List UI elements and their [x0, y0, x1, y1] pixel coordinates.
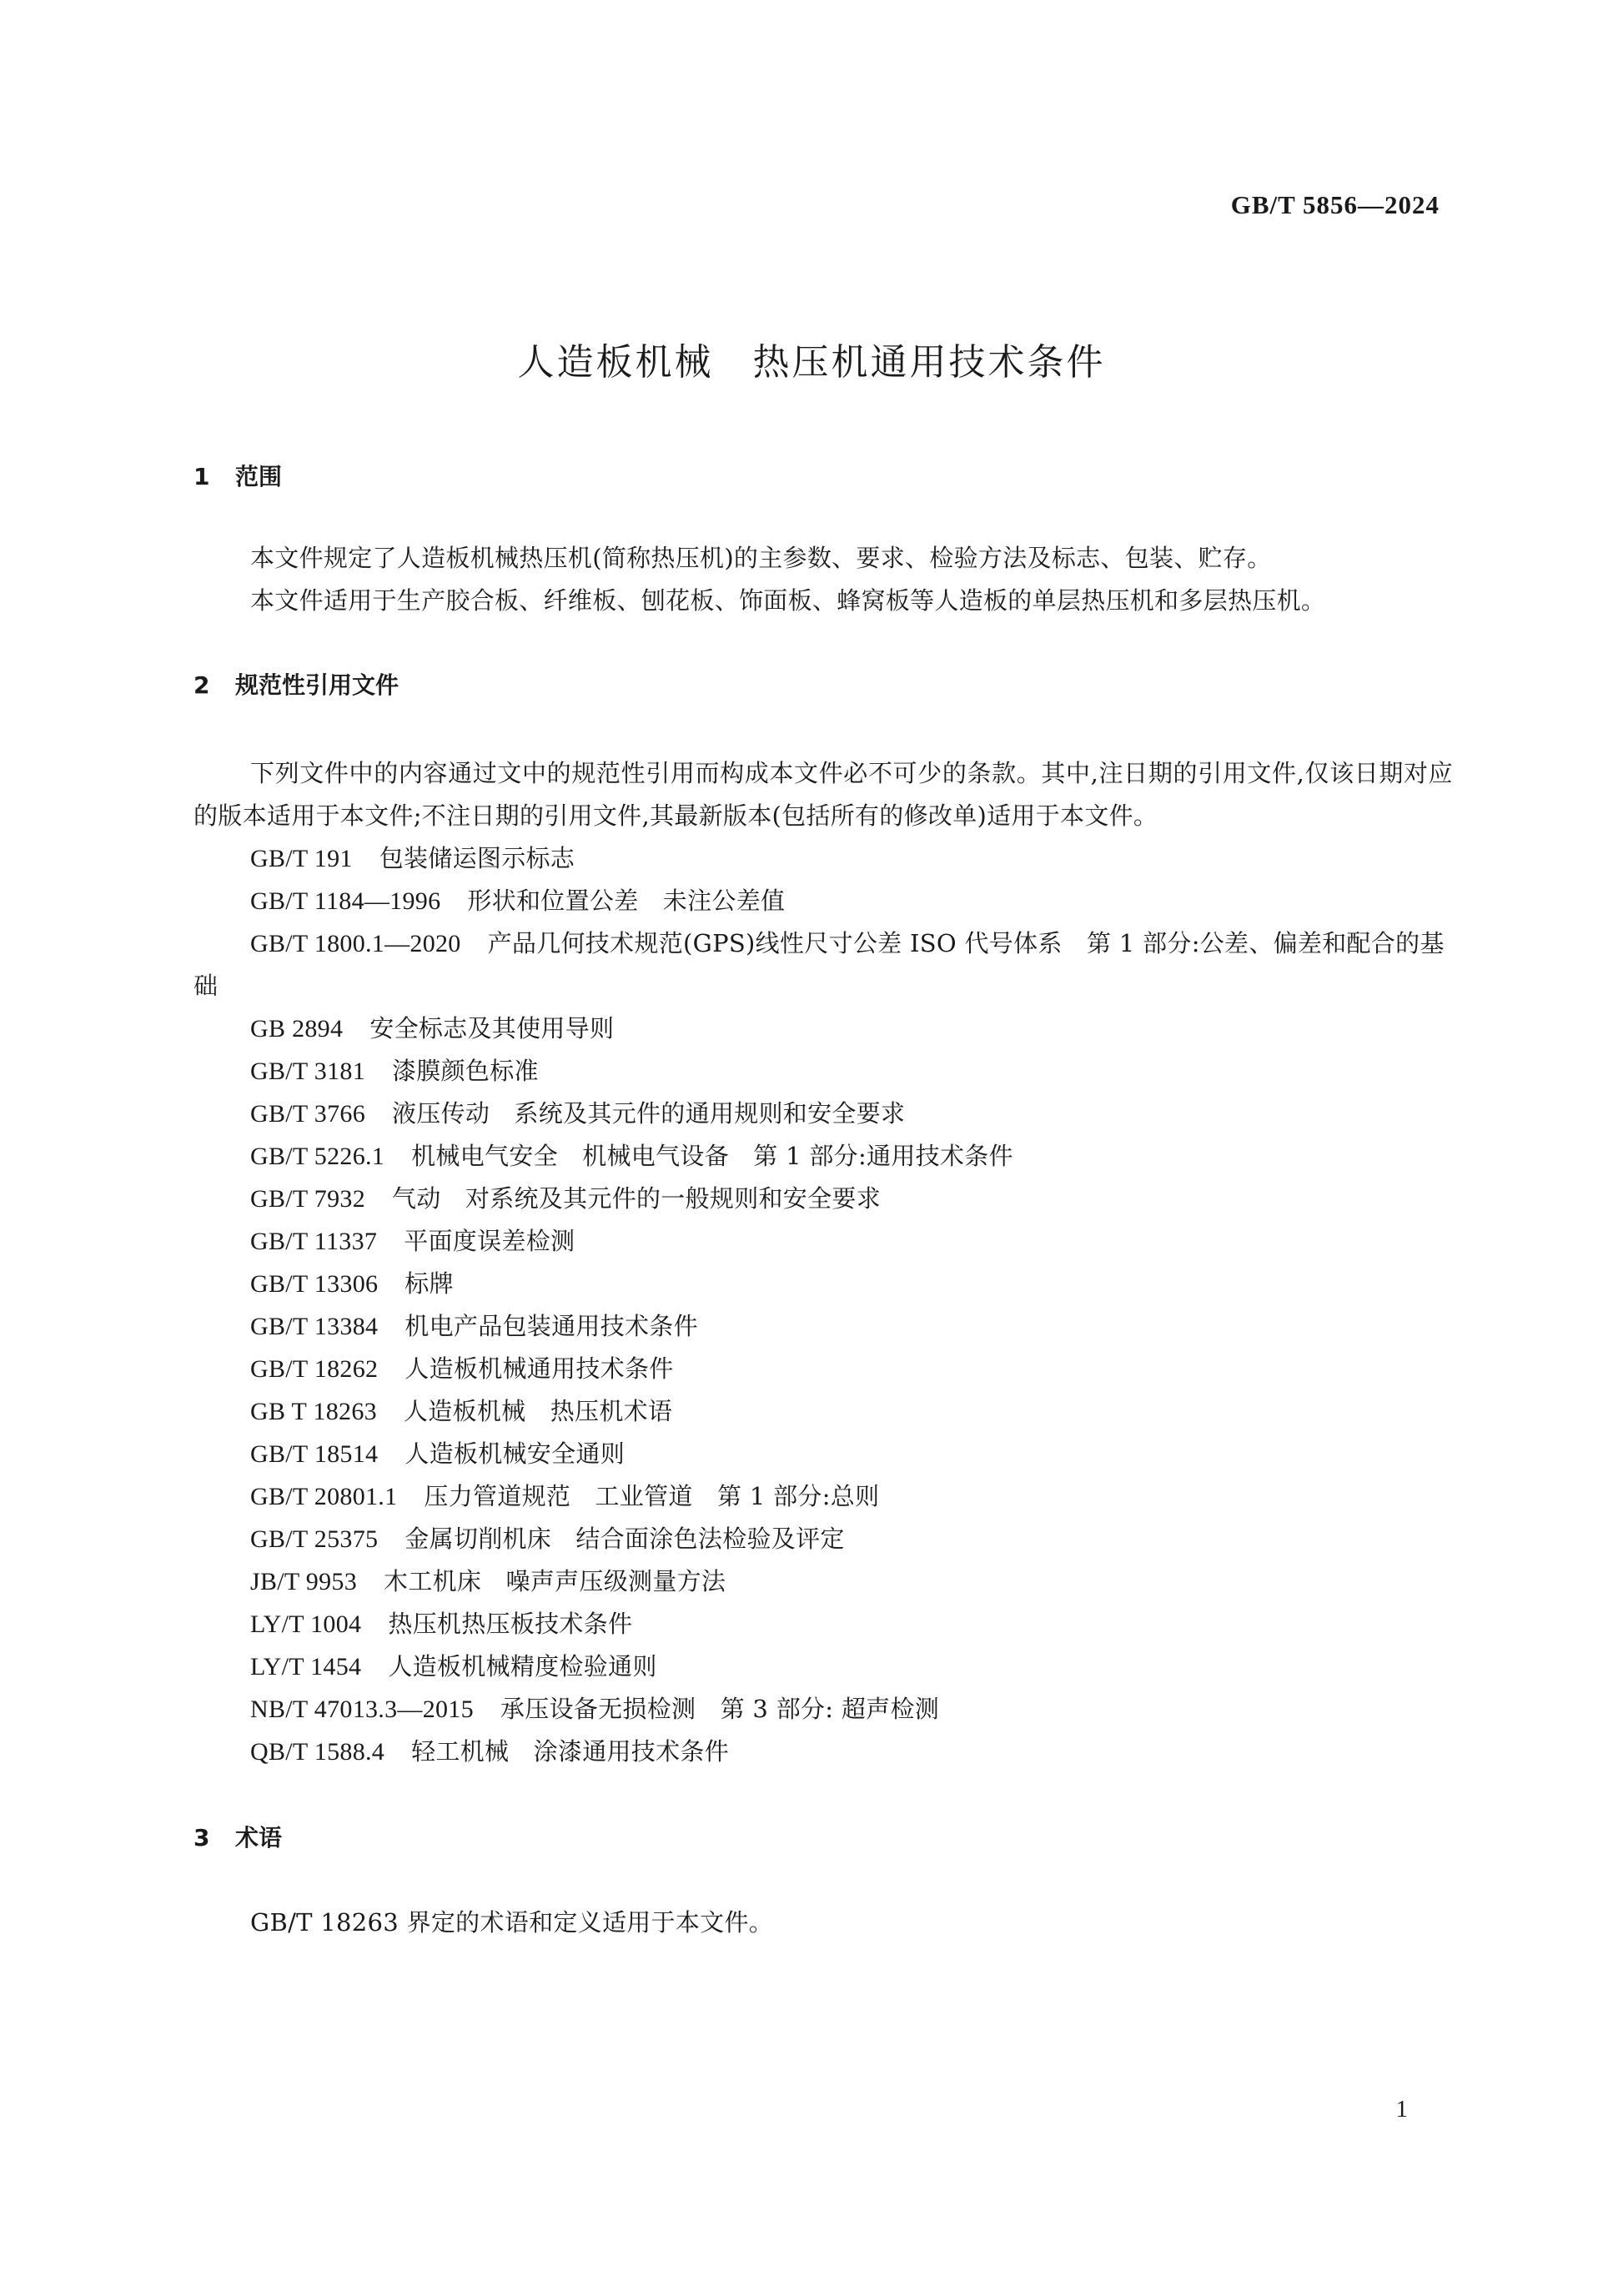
reference-code: LY/T 1004: [250, 1610, 362, 1638]
reference-title: 包装储运图示标志: [379, 844, 575, 872]
section-number: 2: [193, 671, 210, 699]
section-heading: [193, 1821, 1453, 1855]
standard-code: GB/T 5856—2024: [1230, 190, 1440, 219]
reference-title: 人造板机械通用技术条件: [404, 1354, 674, 1383]
document-body: [193, 460, 1453, 1944]
section-heading: [193, 669, 1453, 702]
reference-code: GB/T 18262: [250, 1355, 379, 1383]
reference-item: [193, 1518, 1453, 1560]
reference-code: GB/T 25375: [250, 1525, 379, 1553]
section-normative-references: [193, 669, 1453, 1773]
section-number: 3: [193, 1824, 210, 1851]
reference-title: 机电产品包装通用技术条件: [404, 1312, 698, 1340]
reference-item: [193, 1220, 1453, 1263]
reference-title: 承压设备无损检测 第 3 部分: 超声检测: [500, 1695, 940, 1723]
reference-item: [193, 1560, 1453, 1603]
reference-item: [193, 1475, 1453, 1518]
reference-item: [193, 1305, 1453, 1348]
section-number: 1: [193, 463, 210, 490]
reference-title: 人造板机械精度检验通则: [388, 1652, 657, 1681]
reference-code: LY/T 1454: [250, 1653, 362, 1681]
section-title: 范围: [235, 463, 283, 490]
document-title: 人造板机械 热压机通用技术条件: [517, 341, 1106, 384]
reference-title: 人造板机械 热压机术语: [403, 1397, 673, 1425]
reference-title: 木工机床 噪声声压级测量方法: [384, 1567, 726, 1595]
reference-title: 压力管道规范 工业管道 第 1 部分:总则: [424, 1482, 880, 1510]
reference-item: [193, 1135, 1453, 1178]
section-title: 规范性引用文件: [235, 671, 399, 699]
reference-code: GB/T 1184—1996: [250, 887, 441, 915]
paragraph: GB/T 18263 界定的术语和定义适用于本文件。: [250, 1908, 774, 1937]
section-scope: [193, 460, 1453, 622]
section-heading: [193, 460, 1453, 494]
reference-title: 漆膜颜色标准: [392, 1057, 539, 1085]
reference-code: GB/T 20801.1: [250, 1483, 398, 1510]
reference-title: 气动 对系统及其元件的一般规则和安全要求: [392, 1184, 882, 1213]
reference-item: [193, 1007, 1453, 1050]
reference-title: 热压机热压板技术条件: [388, 1610, 633, 1638]
reference-item: [193, 1178, 1453, 1220]
reference-item: [193, 1050, 1453, 1093]
reference-code: GB T 18263: [250, 1398, 377, 1425]
reference-item: [193, 1603, 1453, 1645]
paragraph: 下列文件中的内容通过文中的规范性引用而构成本文件必不可少的条款。其中,注日期的引用文件,仅该日期对应的版本适用于本文件;不注日期的引用文件,其最新版本(包括所有的修改单)适用于本文件。: [193, 759, 1453, 830]
reference-code: NB/T 47013.3—2015: [250, 1696, 474, 1723]
reference-title: 人造板机械安全通则: [404, 1439, 625, 1468]
reference-code: GB/T 3181: [250, 1058, 365, 1085]
reference-item: [193, 1688, 1453, 1731]
reference-item: [193, 1093, 1453, 1135]
page-number: 1: [1395, 2096, 1408, 2123]
reference-item: [193, 880, 1453, 922]
reference-title: 金属切削机床 结合面涂色法检验及评定: [404, 1525, 845, 1553]
reference-title: 安全标志及其使用导则: [369, 1014, 615, 1042]
reference-item: [193, 1731, 1453, 1773]
reference-item: [193, 1645, 1453, 1688]
reference-code: GB 2894: [250, 1015, 344, 1042]
reference-title: 标牌: [404, 1269, 454, 1298]
section-terms: [193, 1821, 1453, 1944]
reference-title: 平面度误差检测: [404, 1227, 575, 1255]
reference-code: QB/T 1588.4: [250, 1738, 385, 1766]
reference-title: 产品几何技术规范(GPS)线性尺寸公差 ISO 代号体系 第 1 部分:公差、偏差和配合的基础: [193, 929, 1445, 1000]
reference-title: 机械电气安全 机械电气设备 第 1 部分:通用技术条件: [411, 1142, 1013, 1170]
reference-code: GB/T 13384: [250, 1313, 379, 1340]
reference-code: GB/T 1800.1—2020: [250, 930, 461, 957]
reference-item: [193, 1433, 1453, 1475]
reference-code: GB/T 13306: [250, 1270, 379, 1298]
section-title: 术语: [235, 1824, 283, 1851]
reference-item: [193, 1390, 1453, 1433]
reference-title: 轻工机械 涂漆通用技术条件: [411, 1737, 729, 1766]
reference-code: GB/T 7932: [250, 1185, 365, 1213]
paragraph: 本文件规定了人造板机械热压机(简称热压机)的主参数、要求、检验方法及标志、包装、贮存。: [250, 544, 1272, 572]
reference-title: 形状和位置公差 未注公差值: [467, 887, 786, 915]
reference-item: [193, 1348, 1453, 1390]
reference-code: GB/T 191: [250, 845, 353, 872]
reference-item: [193, 1263, 1453, 1305]
reference-item: [193, 837, 1453, 880]
reference-code: JB/T 9953: [250, 1568, 358, 1595]
reference-item: [193, 922, 1453, 1007]
reference-code: GB/T 18514: [250, 1440, 379, 1468]
reference-code: GB/T 3766: [250, 1100, 365, 1128]
reference-title: 液压传动 系统及其元件的通用规则和安全要求: [392, 1099, 906, 1128]
reference-code: GB/T 5226.1: [250, 1143, 385, 1170]
reference-list: [193, 837, 1453, 1773]
paragraph: 本文件适用于生产胶合板、纤维板、刨花板、饰面板、蜂窝板等人造板的单层热压机和多层热压机。: [250, 586, 1326, 615]
reference-code: GB/T 11337: [250, 1228, 378, 1255]
